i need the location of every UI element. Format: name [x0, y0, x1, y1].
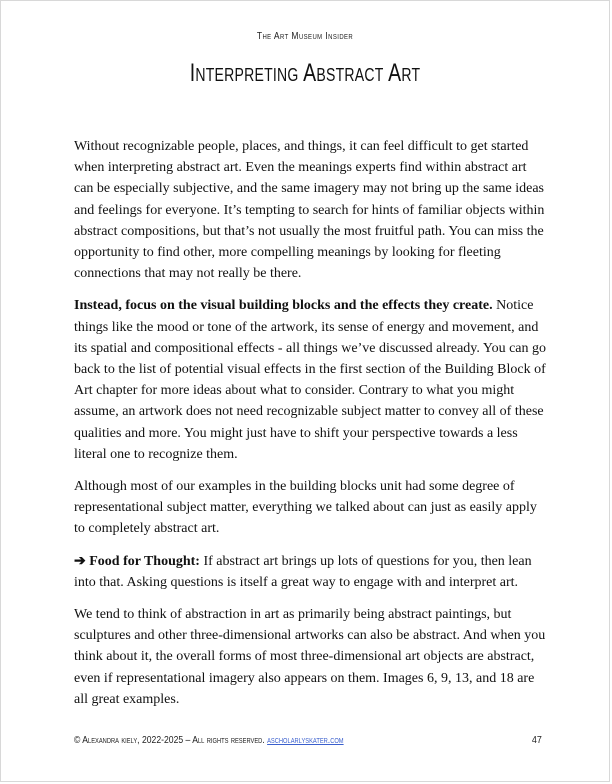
- paragraph-2-text: Notice things like the mood or tone of the artwork, its sense of energy and movement, and its spatial and compositional effects - all things we’ve discussed already. You can go back to the list of potential visual effects in the first section of the Building Block of Art chapter for more ideas about what to consider. Contrary to what you might assume, an artwork does not need recognizable subject matter to convey all of these qualities and more. You might just have to shift your perspective towards a less literal one to recognize them.: [74, 298, 547, 462]
- body-text: [74, 136, 546, 721]
- arrow-icon: ➔: [74, 553, 86, 569]
- copyright-text: © Alexandra kiely, 2022-2025 – All rights reserved.: [74, 734, 268, 746]
- website-link[interactable]: ascholarlyskater.com: [267, 734, 344, 746]
- paragraph-5: We tend to think of abstraction in art as primarily being abstract paintings, but sculptures and other three-dimensional artworks can also be abstract. And when you think about it, the overall forms of most three-dimensional art objects are abstract, even if representational imagery also appears on them. Images 6, 9, 13, and 18 are all great examples.: [74, 607, 546, 707]
- callout-heading: Food for Thought:: [89, 553, 200, 569]
- page-title: Interpreting Abstract Art: [189, 59, 421, 87]
- paragraph-2: [74, 295, 546, 465]
- footer-copyright: [74, 734, 344, 746]
- paragraph-3: Although most of our examples in the building blocks unit had some degree of representational subject matter, everything we talked about can just as easily apply to completely abstract art.: [74, 479, 537, 537]
- paragraph-1: Without recognizable people, places, and things, it can feel difficult to get started when interpreting abstract art. Even the meanings experts find within abstract art can be especially subjective, and the same imagery may not bring up the same ideas and feelings for everyone. It’s tempting to search for hints of familiar objects within abstract compositions, but that’s not usually the most fruitful path. You can miss the opportunity to find other, more compelling meanings by looking for fleeting connections that may not really be there.: [74, 139, 545, 282]
- page-number: 47: [532, 734, 543, 746]
- callout-text: If abstract art brings up lots of questions for you, then lean into that. Asking questions is itself a great way to engage with and interpret art.: [74, 553, 532, 590]
- food-for-thought-callout: [74, 551, 546, 593]
- running-header: The Art Museum Insider: [256, 31, 354, 42]
- paragraph-2-lead: Instead, focus on the visual building blocks and the effects they create.: [74, 298, 493, 314]
